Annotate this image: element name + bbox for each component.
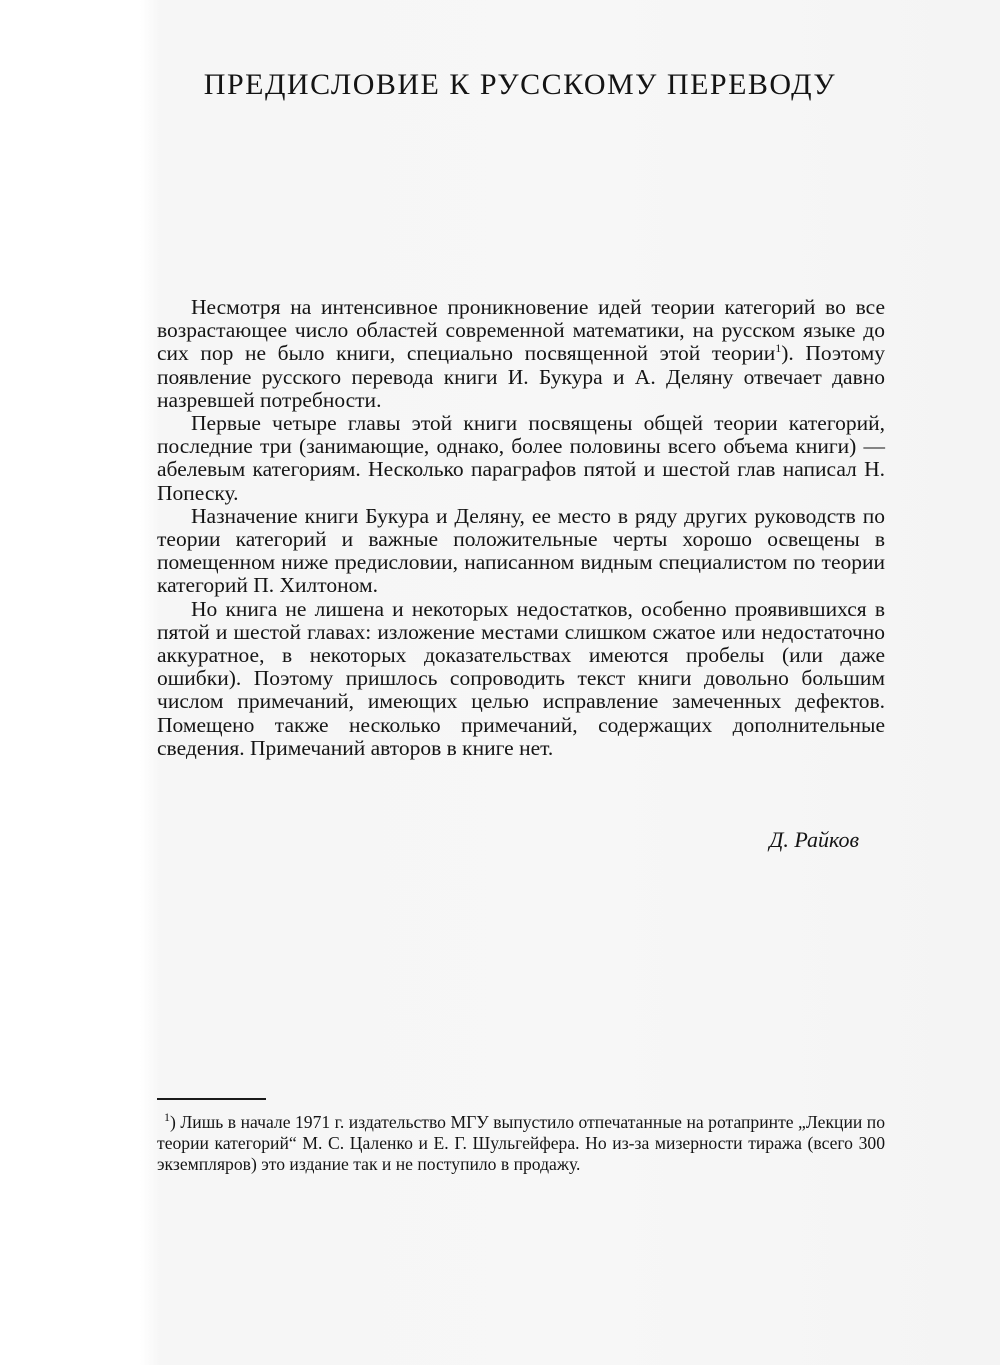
paragraph-4: Но книга не лишена и некоторых недостатков, особенно проявившихся в пятой и шестой главах: изложение местами слишком сжатое или недостаточно аккуратное, в некоторых доказательствах имеются пробелы (или даже ошибки). Поэтому пришлось сопроводить текст книги довольно большим числом примечаний, имеющих целью исправление замеченных дефектов. Помещено также несколько примечаний, содержащих дополнительные сведения. Примечаний авторов в книге нет.: [157, 596, 885, 760]
paragraph-1-text: Несмотря на интенсивное проникновение идей теории категорий во все возрастающее число областей современной математики, на русском языке до сих пор не было книги, специально посвященной этой теории: [157, 295, 885, 366]
paragraph-1-text-cont: ). Поэтому появление русского перевода книги И. Букура и А. Деляну отвечает давно назревшей потребности.: [157, 341, 885, 412]
footnote-mark: 1: [164, 1110, 170, 1125]
page-title: ПРЕДИСЛОВИЕ К РУССКОМУ ПЕРЕВОДУ: [203, 68, 837, 101]
paragraph-3: Назначение книги Букура и Деляну, ее место в ряду других руководств по теории категорий и важные положительные черты хорошо освещены в помещенном ниже предисловии, написанном видным специалистом по теории категорий П. Хилтоном.: [157, 503, 885, 598]
footnote-text: ) Лишь в начале 1971 г. издательство МГУ выпустило отпечатанные на ротапринте „Лекции по теории категорий“ М. С. Цаленко и Е. Г. Шульгейфера. Но из-за мизерности тиража (всего 300 экземпляров) это издание так и не поступило в продажу.: [157, 1112, 885, 1174]
author-signature: Д. Райков: [769, 827, 859, 852]
footnote-reference: 1: [775, 341, 782, 356]
paragraph-1: [157, 296, 885, 412]
paragraph-2: Первые четыре главы этой книги посвящены общей теории категорий, последние три (занимающие, однако, более половины всего объема книги) — абелевым категориям. Несколько параграфов пятой и шестой глав написал Н. Попеску.: [157, 411, 885, 505]
preface-body: [157, 296, 885, 760]
footnote-divider: [157, 1098, 266, 1100]
footnote: [157, 1112, 885, 1175]
